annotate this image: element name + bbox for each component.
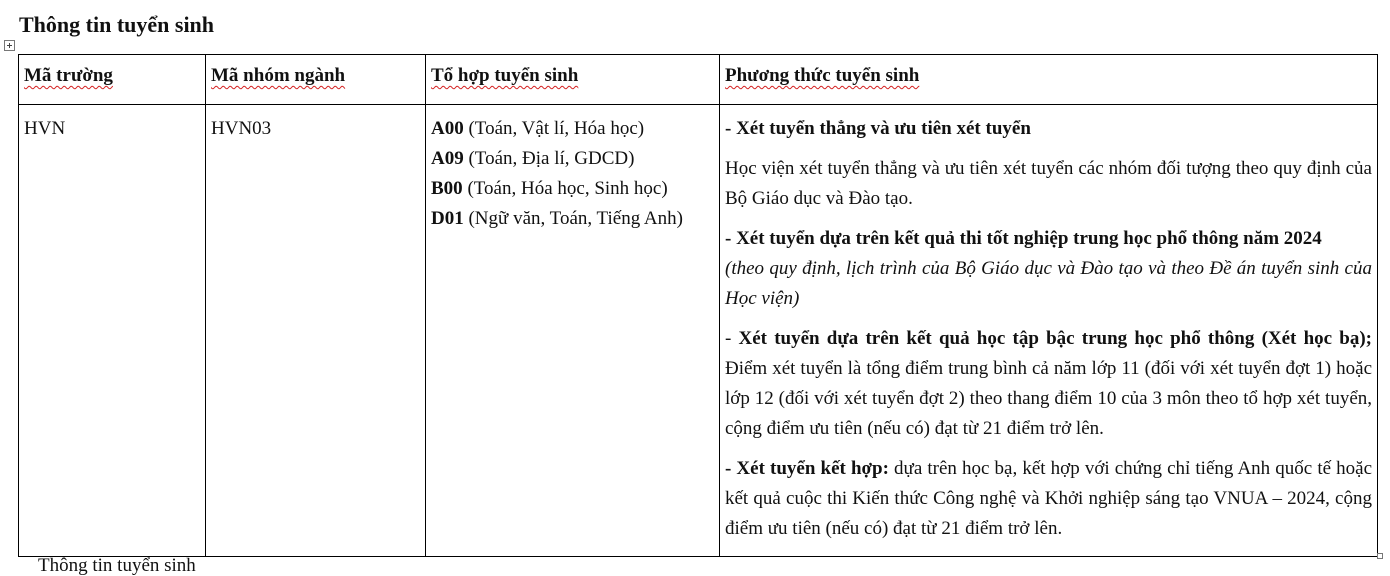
table-header-row	[19, 55, 1378, 105]
table-move-handle-icon[interactable]	[4, 40, 15, 51]
method-direct-heading: - Xét tuyển thẳng và ưu tiên xét tuyển	[725, 118, 1031, 139]
table-row	[19, 105, 1378, 557]
combination-line: B00 (Toán, Hóa học, Sinh học)	[431, 178, 668, 199]
method-exam: - Xét tuyển dựa trên kết quả thi tốt nghiệp trung học phổ thông năm 2024 (theo quy định, lịch trình của Bộ Giáo dục và Đào tạo và theo Đề án tuyển sinh của Học viện)	[725, 228, 1372, 309]
combination-line: D01 (Ngữ văn, Toán, Tiếng Anh)	[431, 208, 683, 229]
method-combined: - Xét tuyển kết hợp: dựa trên học bạ, kết hợp với chứng chỉ tiếng Anh quốc tế hoặc kết quả cuộc thi Kiến thức Công nghệ và Khởi nghiệp sáng tạo VNUA – 2024, cộng điểm ưu tiên (nếu có) đạt từ 21 điểm trở lên.	[725, 458, 1372, 539]
header-subject-combination: Tổ hợp tuyển sinh	[426, 55, 720, 105]
combination-line: A09 (Toán, Địa lí, GDCD)	[431, 148, 635, 169]
cut-off-next-line: Thông tin tuyển sinh	[38, 555, 196, 576]
admission-info-table	[18, 54, 1378, 557]
combination-line: A00 (Toán, Vật lí, Hóa học)	[431, 118, 645, 139]
cell-subject-combinations	[426, 105, 720, 557]
header-admission-method: Phương thức tuyển sinh	[720, 55, 1378, 105]
cell-admission-methods	[720, 105, 1378, 557]
header-major-group-code: Mã nhóm ngành	[206, 55, 426, 105]
table-resize-handle-icon[interactable]	[1377, 553, 1383, 559]
cell-major-group-code: HVN03	[206, 105, 426, 557]
method-direct-body: Học viện xét tuyển thẳng và ưu tiên xét tuyển các nhóm đối tượng theo quy định của Bộ Giáo dục và Đào tạo.	[725, 158, 1372, 209]
document-title: Thông tin tuyển sinh	[19, 12, 215, 37]
method-transcript: - Xét tuyển dựa trên kết quả học tập bậc trung học phổ thông (Xét học bạ); Điểm xét tuyển là tổng điểm trung bình cả năm lớp 11 (đối với xét tuyển đợt 1) hoặc lớp 12 (đối với xét tuyển đợt 2) theo thang điểm 10 của 3 môn theo tổ hợp xét tuyển, cộng điểm ưu tiên (nếu có) đạt từ 21 điểm trở lên.	[725, 328, 1372, 439]
cell-school-code: HVN	[19, 105, 206, 557]
header-school-code: Mã trường	[19, 55, 206, 105]
